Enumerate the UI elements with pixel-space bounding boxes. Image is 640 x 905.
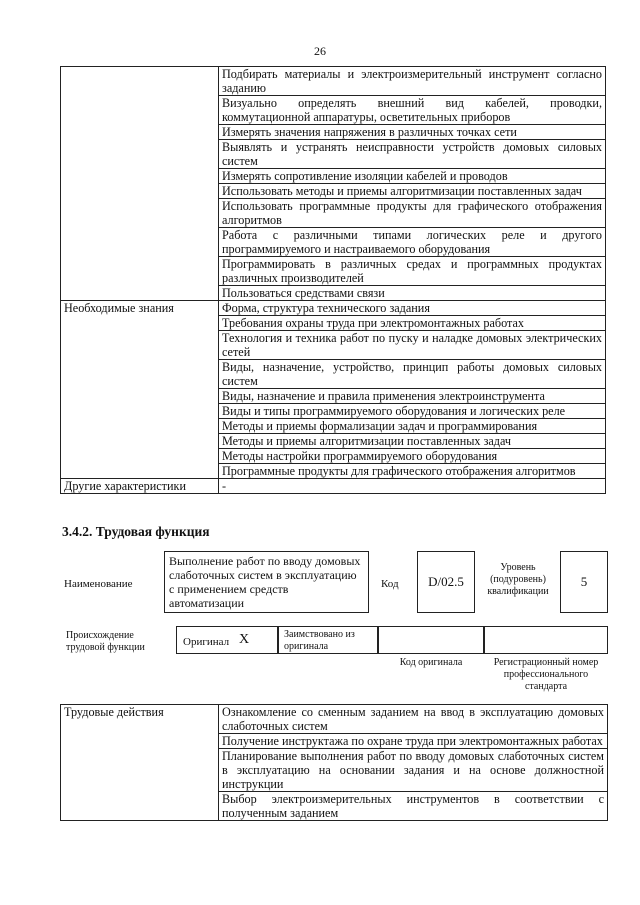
skill-item: Подбирать материалы и электроизмерительный инструмент согласно заданию bbox=[219, 67, 606, 96]
function-name-box: Выполнение работ по вводу домовых слаботочных систем в эксплуатацию с применением средств автоматизации bbox=[164, 551, 369, 613]
labor-action-item: Ознакомление со сменным заданием на ввод в эксплуатацию домовых слаботочных систем bbox=[219, 705, 608, 734]
labor-actions-table bbox=[60, 704, 608, 821]
skill-item: Использовать программные продукты для графического отображения алгоритмов bbox=[219, 199, 606, 228]
skill-item: Измерять сопротивление изоляции кабелей и проводов bbox=[219, 169, 606, 184]
labor-actions-label: Трудовые действия bbox=[61, 705, 219, 821]
knowledge-item: Технология и техника работ по пуску и наладке домовых электрических сетей bbox=[219, 331, 606, 360]
origin-label: Происхождение трудовой функции bbox=[66, 630, 145, 653]
skill-item: Выявлять и устранять неисправности устройств домовых силовых систем bbox=[219, 140, 606, 169]
knowledge-label: Необходимые знания bbox=[61, 301, 219, 479]
labor-action-item: Планирование выполнения работ по вводу домовых слаботочных систем в эксплуатацию на основании задания и на основе должностной инструкции bbox=[219, 749, 608, 792]
knowledge-item: Методы и приемы алгоритмизации поставленных задач bbox=[219, 434, 606, 449]
skill-item: Визуально определять внешний вид кабелей, проводки, коммутационной аппаратуры, осветительных приборов bbox=[219, 96, 606, 125]
knowledge-item: Форма, структура технического задания bbox=[219, 301, 606, 316]
other-characteristics-value: - bbox=[219, 479, 606, 494]
table-row bbox=[61, 301, 606, 316]
knowledge-item: Виды и типы программируемого оборудования и логических реле bbox=[219, 404, 606, 419]
level-value-box: 5 bbox=[560, 551, 608, 613]
borrowed-box: Заимствовано из оригинала bbox=[278, 626, 378, 654]
original-label: Оригинал bbox=[183, 636, 230, 648]
code-value-box: D/02.5 bbox=[417, 551, 475, 613]
original-box bbox=[176, 626, 278, 654]
skill-item: Измерять значения напряжения в различных точках сети bbox=[219, 125, 606, 140]
skill-item: Использовать методы и приемы алгоритмизации поставленных задач bbox=[219, 184, 606, 199]
knowledge-item: Программные продукты для графического отображения алгоритмов bbox=[219, 464, 606, 479]
section-title: 3.4.2. Трудовая функция bbox=[62, 524, 210, 539]
original-code-box bbox=[378, 626, 484, 654]
skills-label-cell bbox=[61, 67, 219, 301]
skill-item: Программировать в различных средах и программных продуктах различных производителей bbox=[219, 257, 606, 286]
table-row bbox=[61, 67, 606, 96]
knowledge-item: Методы и приемы формализации задач и программирования bbox=[219, 419, 606, 434]
original-code-caption: Код оригинала bbox=[399, 657, 463, 668]
labor-action-item: Выбор электроизмерительных инструментов в соответствии с полученным заданием bbox=[219, 792, 608, 821]
name-label: Наименование bbox=[64, 578, 133, 590]
registration-number-box bbox=[484, 626, 608, 654]
knowledge-item: Виды, назначение, устройство, принцип работы домовых силовых систем bbox=[219, 360, 606, 389]
table-row bbox=[61, 479, 606, 494]
skills-knowledge-table bbox=[60, 66, 606, 494]
skill-item: Работа с различными типами логических реле и другого программируемого и настраиваемого оборудования bbox=[219, 228, 606, 257]
knowledge-item: Требования охраны труда при электромонтажных работах bbox=[219, 316, 606, 331]
labor-action-item: Получение инструктажа по охране труда при электромонтажных работах bbox=[219, 734, 608, 749]
level-label: Уровень (подуровень) квалификации bbox=[487, 562, 549, 597]
registration-number-caption: Регистрационный номер профессионального стандарта bbox=[493, 657, 599, 692]
knowledge-item: Методы настройки программируемого оборудования bbox=[219, 449, 606, 464]
skill-item: Пользоваться средствами связи bbox=[219, 286, 606, 301]
knowledge-item: Виды, назначение и правила применения электроинструмента bbox=[219, 389, 606, 404]
table-row bbox=[61, 705, 608, 734]
other-characteristics-label: Другие характеристики bbox=[61, 479, 219, 494]
page-number: 26 bbox=[314, 44, 326, 58]
code-label: Код bbox=[381, 578, 399, 590]
original-mark: X bbox=[239, 632, 250, 647]
